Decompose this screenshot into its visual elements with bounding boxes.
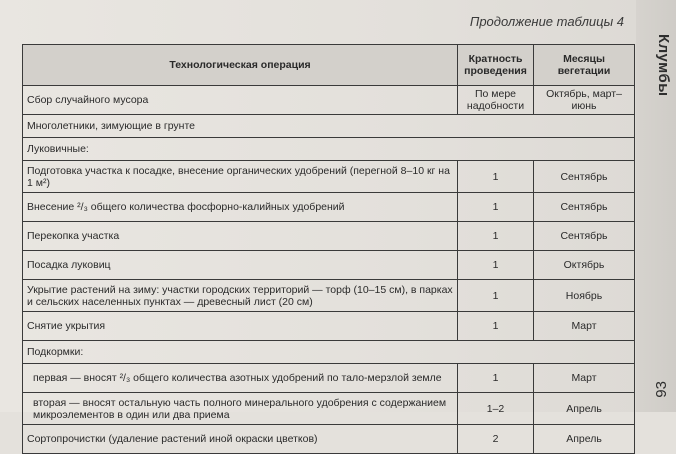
months-cell: Октябрь, март–июнь	[534, 86, 635, 115]
table-row	[23, 251, 635, 280]
column-header-months: Месяцы вегетации	[534, 45, 635, 86]
section-label: Луковичные:	[23, 138, 635, 161]
table-continuation-caption: Продолжение таблицы 4	[469, 14, 624, 29]
operation-cell: Снятие укрытия	[23, 312, 458, 341]
frequency-cell: 1–2	[458, 393, 534, 425]
frequency-cell: 1	[458, 161, 534, 193]
operation-cell: Подготовка участка к посадке, внесение органических удобрений (перегной 8–10 кг на 1 м²)	[23, 161, 458, 193]
frequency-cell: 2	[458, 425, 534, 454]
months-cell: Сентябрь	[534, 193, 635, 222]
months-cell: Сентябрь	[534, 161, 635, 193]
months-cell: Апрель	[534, 425, 635, 454]
section-title: Клумбы	[655, 34, 672, 97]
frequency-cell: 1	[458, 193, 534, 222]
frequency-cell: 1	[458, 222, 534, 251]
frequency-cell: 1	[458, 312, 534, 341]
table-row	[23, 280, 635, 312]
operation-cell: Внесение ²/₃ общего количества фосфорно-калийных удобрений	[23, 193, 458, 222]
table-row	[23, 312, 635, 341]
months-cell: Март	[534, 312, 635, 341]
side-section-tab	[636, 0, 676, 412]
operation-cell: Сортопрочистки (удаление растений иной окраски цветков)	[23, 425, 458, 454]
months-cell: Март	[534, 364, 635, 393]
column-header-operation: Технологическая операция	[23, 45, 458, 86]
operation-cell: Сбор случайного мусора	[23, 86, 458, 115]
months-cell: Ноябрь	[534, 280, 635, 312]
table-section-row	[23, 115, 635, 138]
operation-cell: Посадка луковиц	[23, 251, 458, 280]
operation-cell: первая — вносят ²/₃ общего количества азотных удобрений по тало-мерзлой земле	[23, 364, 458, 393]
table-section-row	[23, 138, 635, 161]
frequency-cell: По мере надобности	[458, 86, 534, 115]
table-row	[23, 364, 635, 393]
months-cell: Апрель	[534, 393, 635, 425]
months-cell: Октябрь	[534, 251, 635, 280]
operation-cell: вторая — вносят остальную часть полного минерального удобрения с содержанием микроэлементов в один или два приема	[23, 393, 458, 425]
frequency-cell: 1	[458, 280, 534, 312]
operation-cell: Перекопка участка	[23, 222, 458, 251]
table-row	[23, 193, 635, 222]
table-row	[23, 393, 635, 425]
operations-table	[22, 44, 635, 454]
column-header-frequency: Кратность проведения	[458, 45, 534, 86]
frequency-cell: 1	[458, 251, 534, 280]
operation-cell: Укрытие растений на зиму: участки городских территорий — торф (10–15 см), в парках и сельских населенных пунктах — древесный лист (20 см)	[23, 280, 458, 312]
months-cell: Сентябрь	[534, 222, 635, 251]
page-number: 93	[653, 381, 670, 398]
table-header-row	[23, 45, 635, 86]
table-row	[23, 425, 635, 454]
table-row	[23, 86, 635, 115]
table-row	[23, 161, 635, 193]
table-row	[23, 222, 635, 251]
table-section-row	[23, 341, 635, 364]
section-label: Подкормки:	[23, 341, 635, 364]
section-label: Многолетники, зимующие в грунте	[23, 115, 635, 138]
frequency-cell: 1	[458, 364, 534, 393]
